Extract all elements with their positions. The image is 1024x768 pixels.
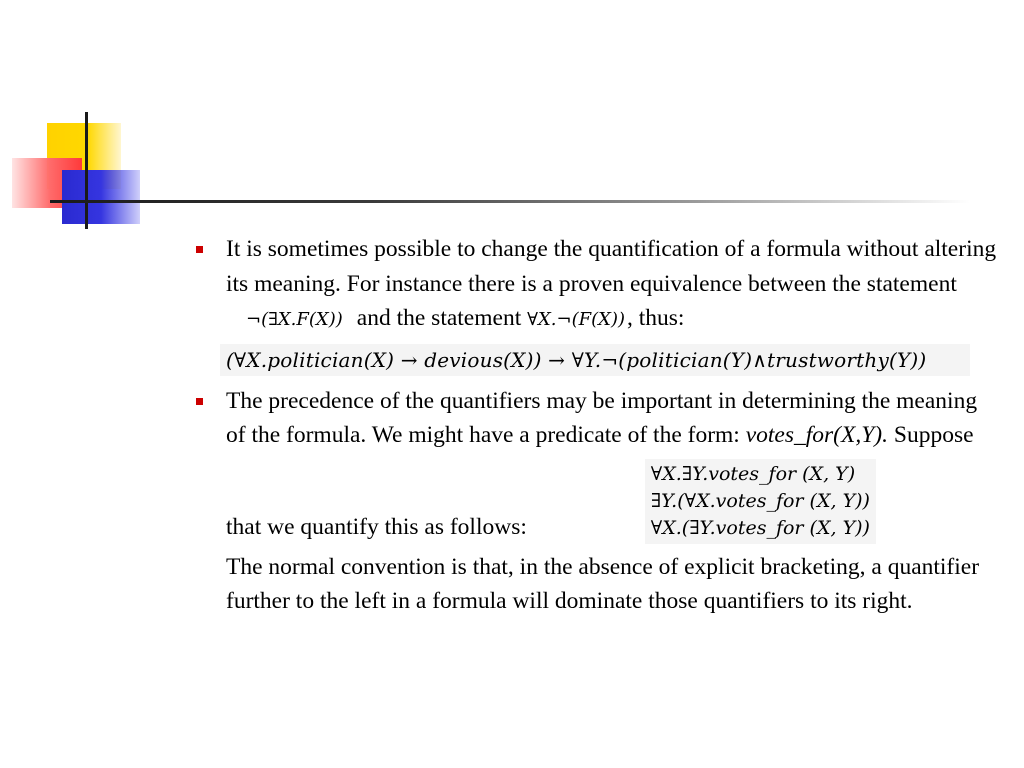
bullet-item-2 bbox=[190, 384, 1000, 619]
formula-forall-not: ∀X.¬(F(X)) bbox=[527, 309, 625, 330]
slide-body bbox=[190, 232, 1000, 619]
formula-not-exists: ¬(∃X.F(X)) bbox=[246, 309, 343, 330]
bullet2-text-b: Suppose that we quantify this as follows: bbox=[226, 422, 974, 540]
title-rule-line bbox=[50, 200, 970, 203]
predicate-votes-for: votes_for(X,Y). bbox=[745, 422, 889, 448]
bullet-square-icon bbox=[196, 246, 203, 253]
bullet-square-icon bbox=[196, 398, 203, 405]
logo-blue-square bbox=[62, 170, 140, 224]
bullet1-text-b: and the statement bbox=[356, 305, 522, 331]
formula-line: ∃Y.(∀X.votes_for (X, Y)) bbox=[650, 489, 870, 512]
formula-politician: (∀X.politician(X) → devious(X)) → ∀Y.¬(politician(Y)∧trustworthy(Y)) bbox=[220, 344, 970, 376]
bullet-item-1 bbox=[190, 232, 1000, 376]
bullet2-text-a: The precedence of the quantifiers may be important in determining the meaning of the formula. We might have a predicate of the form: bbox=[226, 387, 978, 448]
logo-vertical-line bbox=[85, 112, 88, 229]
bullet1-text-c: , thus: bbox=[626, 305, 685, 331]
bullet1-text-a: It is sometimes possible to change the quantification of a formula without altering its meaning. For instance there is a proven equivalence between the statement bbox=[226, 236, 997, 297]
formula-line: ∀X.∃Y.votes_for (X, Y) bbox=[650, 462, 856, 485]
slide-logo-decoration bbox=[0, 0, 160, 240]
formula-group-votes bbox=[645, 459, 876, 544]
closing-paragraph: The normal convention is that, in the absence of explicit bracketing, a quantifier further to the left in a formula will dominate those quantifiers to its right. bbox=[226, 553, 980, 614]
formula-line: ∀X.(∃Y.votes_for (X, Y)) bbox=[650, 516, 870, 539]
